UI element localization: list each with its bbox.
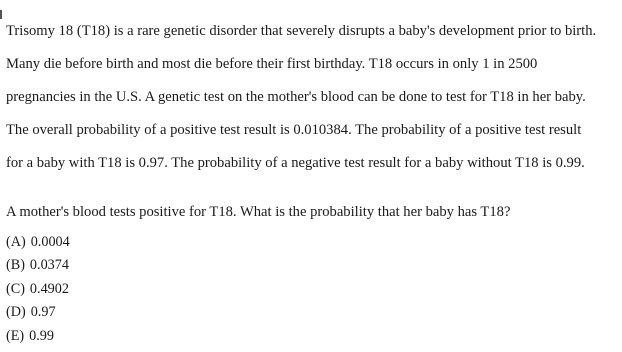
option-letter: (A) <box>6 233 26 250</box>
option-value: 0.97 <box>30 304 56 321</box>
option-value: 0.99 <box>29 327 54 344</box>
problem-passage <box>6 6 614 189</box>
option-c[interactable] <box>6 281 614 305</box>
passage-line: Trisomy 18 (T18) is a rare genetic disorder that severely disrupts a baby's development prior to birth. <box>6 22 597 39</box>
option-letter: (E) <box>6 327 25 344</box>
option-value: 0.4902 <box>29 280 69 297</box>
option-b[interactable] <box>6 257 614 281</box>
answer-options <box>6 234 614 352</box>
passage-line: for a baby with T18 is 0.97. The probability of a negative test result for a baby without T18 is 0.99. <box>6 155 585 172</box>
option-d[interactable] <box>6 304 614 328</box>
option-e[interactable] <box>6 328 614 352</box>
passage-line: pregnancies in the U.S. A genetic test on the mother's blood can be done to test for T18 in her baby. <box>6 88 586 105</box>
option-letter: (B) <box>6 257 25 274</box>
option-letter: (D) <box>6 304 26 321</box>
page-edge-marker <box>0 10 2 19</box>
option-a[interactable] <box>6 234 614 258</box>
option-letter: (C) <box>6 280 25 297</box>
passage-line: The overall probability of a positive test result is 0.010384. The probability of a positive test result <box>6 122 582 139</box>
passage-line: Many die before birth and most die before their first birthday. T18 occurs in only 1 in 2500 <box>6 55 538 72</box>
question-text: A mother's blood tests positive for T18. What is the probability that her baby has T18? <box>6 203 511 220</box>
option-value: 0.0374 <box>29 257 69 274</box>
problem-document <box>6 6 614 352</box>
option-value: 0.0004 <box>30 233 70 250</box>
